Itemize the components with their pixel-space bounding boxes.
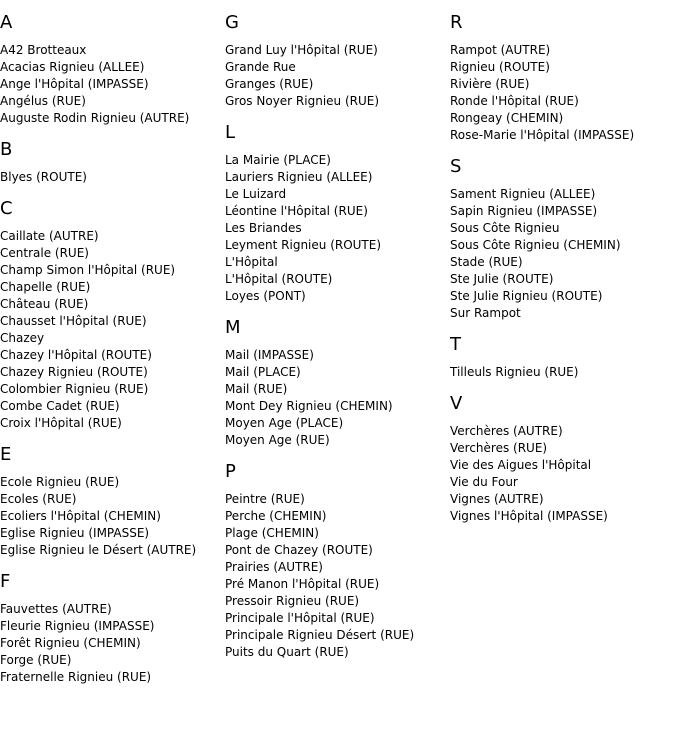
street-link[interactable]: Chazey l'Hôpital (ROUTE) [0, 348, 152, 362]
street-link[interactable]: Croix l'Hôpital (RUE) [0, 416, 122, 430]
street-link[interactable]: Mail (IMPASSE) [225, 348, 314, 362]
letter-heading: R [450, 12, 463, 33]
street-link[interactable]: Colombier Rignieu (RUE) [0, 382, 149, 396]
street-list [450, 42, 675, 144]
street-link[interactable]: Peintre (RUE) [225, 492, 305, 506]
street-link[interactable]: Acacias Rignieu (ALLEE) [0, 60, 145, 74]
group-a [0, 12, 220, 127]
street-link[interactable]: L'Hôpital (ROUTE) [225, 272, 333, 286]
street-link[interactable]: Rampot (AUTRE) [450, 43, 551, 57]
street-link[interactable]: Chapelle (RUE) [0, 280, 91, 294]
street-link[interactable]: Fraternelle Rignieu (RUE) [0, 670, 152, 684]
street-link[interactable]: Forêt Rignieu (CHEMIN) [0, 636, 141, 650]
street-list [225, 347, 445, 449]
street-link[interactable]: Sapin Rignieu (IMPASSE) [450, 204, 598, 218]
letter-heading: A [0, 12, 13, 33]
street-link[interactable]: Ecole Rignieu (RUE) [0, 475, 120, 489]
letter-heading: G [225, 12, 239, 33]
street-link[interactable]: Champ Simon l'Hôpital (RUE) [0, 263, 176, 277]
street-list [0, 474, 220, 559]
street-link[interactable]: Eglise Rignieu le Désert (AUTRE) [0, 543, 197, 557]
street-link[interactable]: Principale l'Hôpital (RUE) [225, 611, 375, 625]
column-2 [225, 0, 445, 661]
street-link[interactable]: Eglise Rignieu (IMPASSE) [0, 526, 150, 540]
street-list [0, 169, 220, 186]
street-link[interactable]: Caillate (AUTRE) [0, 229, 99, 243]
street-link[interactable]: Fleurie Rignieu (IMPASSE) [0, 619, 155, 633]
column-1 [0, 0, 220, 686]
street-link[interactable]: Vie du Four [450, 475, 518, 489]
street-link[interactable]: Verchères (RUE) [450, 441, 548, 455]
street-link[interactable]: Le Luizard [225, 187, 287, 201]
group-p [225, 461, 445, 661]
street-link[interactable]: Gros Noyer Rignieu (RUE) [225, 94, 380, 108]
street-link[interactable]: Mail (RUE) [225, 382, 288, 396]
group-l [225, 122, 445, 305]
group-s [450, 156, 675, 322]
street-link[interactable]: Ste Julie (ROUTE) [450, 272, 554, 286]
street-link[interactable]: Perche (CHEMIN) [225, 509, 327, 523]
street-link[interactable]: Angélus (RUE) [0, 94, 86, 108]
street-link[interactable]: Prairies (AUTRE) [225, 560, 323, 574]
street-link[interactable]: Blyes (ROUTE) [0, 170, 87, 184]
street-link[interactable]: Plage (CHEMIN) [225, 526, 319, 540]
street-link[interactable]: Chazey [0, 331, 45, 345]
street-link[interactable]: Rivière (RUE) [450, 77, 530, 91]
street-link[interactable]: Grand Luy l'Hôpital (RUE) [225, 43, 378, 57]
letter-heading: B [0, 139, 13, 160]
street-link[interactable]: Ronde l'Hôpital (RUE) [450, 94, 579, 108]
street-link[interactable]: Auguste Rodin Rignieu (AUTRE) [0, 111, 190, 125]
street-link[interactable]: A42 Brotteaux [0, 43, 87, 57]
group-m [225, 317, 445, 449]
street-list [450, 423, 675, 525]
street-link[interactable]: Tilleuls Rignieu (RUE) [450, 365, 579, 379]
street-link[interactable]: Vignes l'Hôpital (IMPASSE) [450, 509, 608, 523]
street-link[interactable]: Rose-Marie l'Hôpital (IMPASSE) [450, 128, 635, 142]
letter-heading: T [450, 334, 461, 355]
street-link[interactable]: Sur Rampot [450, 306, 521, 320]
letter-heading: P [225, 461, 236, 482]
street-link[interactable]: Mail (PLACE) [225, 365, 301, 379]
column-3 [450, 0, 675, 525]
street-link[interactable]: Leyment Rignieu (ROUTE) [225, 238, 382, 252]
street-link[interactable]: Pré Manon l'Hôpital (RUE) [225, 577, 380, 591]
street-list [450, 364, 675, 381]
group-g [225, 12, 445, 110]
letter-heading: M [225, 317, 241, 338]
street-link[interactable]: Vie des Aigues l'Hôpital [450, 458, 592, 472]
group-c [0, 198, 220, 432]
street-link[interactable]: Lauriers Rignieu (ALLEE) [225, 170, 373, 184]
letter-heading: V [450, 393, 463, 414]
street-link[interactable]: Château (RUE) [0, 297, 89, 311]
street-link[interactable]: L'Hôpital [225, 255, 278, 269]
street-link[interactable]: Principale Rignieu Désert (RUE) [225, 628, 415, 642]
street-link[interactable]: Vignes (AUTRE) [450, 492, 544, 506]
street-link[interactable]: Chazey Rignieu (ROUTE) [0, 365, 148, 379]
street-link[interactable]: Fauvettes (AUTRE) [0, 602, 112, 616]
street-link[interactable]: Forge (RUE) [0, 653, 72, 667]
street-link[interactable]: Ste Julie Rignieu (ROUTE) [450, 289, 603, 303]
street-list [0, 42, 220, 127]
street-link[interactable]: Ecoliers l'Hôpital (CHEMIN) [0, 509, 161, 523]
street-link[interactable]: Sous Côte Rignieu [450, 221, 560, 235]
letter-heading: S [450, 156, 462, 177]
street-link[interactable]: Chausset l'Hôpital (RUE) [0, 314, 147, 328]
street-link[interactable]: Sament Rignieu (ALLEE) [450, 187, 596, 201]
street-link[interactable]: Pressoir Rignieu (RUE) [225, 594, 360, 608]
street-link[interactable]: Pont de Chazey (ROUTE) [225, 543, 373, 557]
street-link[interactable]: Combe Cadet (RUE) [0, 399, 120, 413]
street-link[interactable]: Centrale (RUE) [0, 246, 89, 260]
group-t [450, 334, 675, 381]
group-r [450, 12, 675, 144]
street-list [450, 186, 675, 322]
street-link[interactable]: Puits du Quart (RUE) [225, 645, 349, 659]
street-link[interactable]: Sous Côte Rignieu (CHEMIN) [450, 238, 621, 252]
street-link[interactable]: Granges (RUE) [225, 77, 314, 91]
street-link[interactable]: Léontine l'Hôpital (RUE) [225, 204, 368, 218]
letter-heading: C [0, 198, 13, 219]
group-v [450, 393, 675, 525]
street-link[interactable]: Les Briandes [225, 221, 302, 235]
letter-heading: F [0, 571, 11, 592]
letter-heading: L [225, 122, 236, 143]
street-link[interactable]: La Mairie (PLACE) [225, 153, 331, 167]
group-f [0, 571, 220, 686]
street-list [225, 152, 445, 305]
street-link[interactable]: Ange l'Hôpital (IMPASSE) [0, 77, 149, 91]
street-link[interactable]: Moyen Age (PLACE) [225, 416, 344, 430]
street-list [0, 601, 220, 686]
street-link[interactable]: Rongeay (CHEMIN) [450, 111, 564, 125]
street-link[interactable]: Mont Dey Rignieu (CHEMIN) [225, 399, 393, 413]
street-link[interactable]: Loyes (PONT) [225, 289, 306, 303]
group-e [0, 444, 220, 559]
group-b [0, 139, 220, 186]
street-list [225, 491, 445, 661]
street-link[interactable]: Rignieu (ROUTE) [450, 60, 550, 74]
street-link[interactable]: Stade (RUE) [450, 255, 523, 269]
street-list [0, 228, 220, 432]
street-link[interactable]: Ecoles (RUE) [0, 492, 77, 506]
street-link[interactable]: Verchères (AUTRE) [450, 424, 563, 438]
street-link[interactable]: Moyen Age (RUE) [225, 433, 330, 447]
street-list [225, 42, 445, 110]
street-link[interactable]: Grande Rue [225, 60, 296, 74]
letter-heading: E [0, 444, 12, 465]
